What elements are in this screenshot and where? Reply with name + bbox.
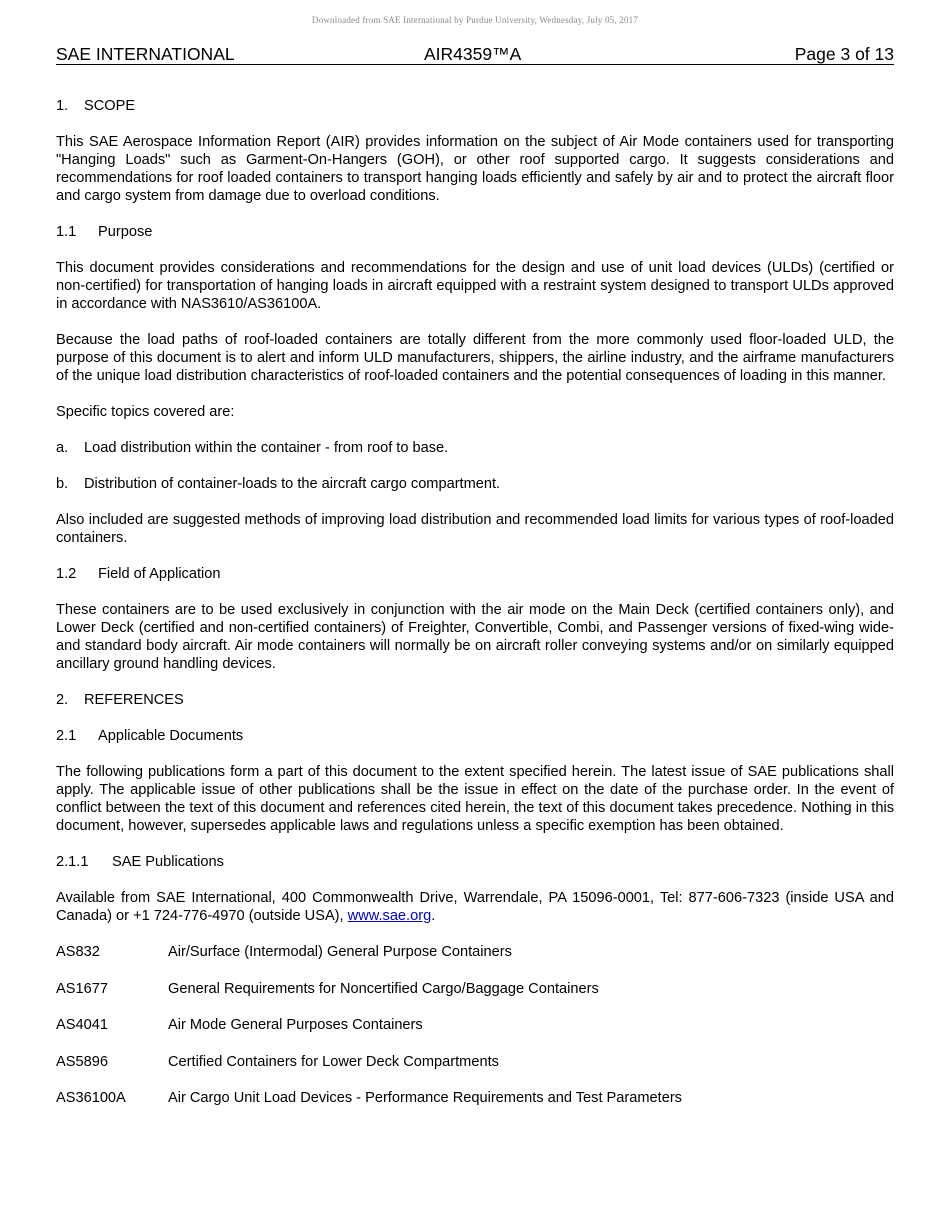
list-item-letter: b.: [56, 476, 69, 492]
header-page-number: Page 3 of 13: [794, 44, 894, 64]
topics-intro: Specific topics covered are:: [56, 404, 235, 420]
reference-row: [56, 1089, 894, 1107]
list-item-text: Distribution of container-loads to the aircraft cargo compartment.: [84, 476, 501, 492]
section-title: REFERENCES: [84, 692, 184, 708]
header-org: SAE INTERNATIONAL: [56, 44, 235, 64]
section-number: 2.1.1: [56, 854, 89, 870]
reference-code: AS832: [56, 944, 100, 960]
list-item: [56, 475, 894, 493]
sae-website-link[interactable]: www.sae.org: [347, 908, 432, 924]
reference-title: Air Cargo Unit Load Devices - Performance Requirements and Test Parameters: [168, 1090, 682, 1106]
header-doc-id: AIR4359™A: [424, 44, 522, 64]
scope-paragraph: This SAE Aerospace Information Report (AIR) provides information on the subject of Air Mode containers used for transporting "Hanging Loads" such as Garment-On-Hangers (GOH), or other roof supported cargo. It suggests considerations and recommendations for roof loaded containers to transport hanging loads efficiently and safely by air and to protect the aircraft floor and cargo system from damage due to overload conditions.: [56, 134, 894, 204]
section-heading-purpose: [56, 223, 894, 241]
list-item: [56, 439, 894, 457]
reference-row: [56, 1016, 894, 1034]
reference-code: AS36100A: [56, 1090, 126, 1106]
section-title: SCOPE: [84, 98, 136, 114]
reference-title: Certified Containers for Lower Deck Compartments: [168, 1053, 499, 1070]
section-title: Purpose: [98, 224, 153, 240]
section-heading-scope: [56, 97, 894, 115]
section-title: SAE Publications: [112, 854, 224, 870]
reference-row: [56, 1053, 894, 1071]
section-number: 2.: [56, 692, 69, 708]
section-heading-references: [56, 691, 894, 709]
reference-row: [56, 980, 894, 998]
purpose-paragraph-1: This document provides considerations and recommendations for the design and use of unit load devices (ULDs) (certified or non-certified) for transportation of hanging loads in aircraft equipped with a restraint system designed to transport ULDs approved in accordance with NAS3610/AS36100A.: [56, 260, 894, 312]
availability-paragraph: [56, 889, 894, 925]
reference-title: General Requirements for Noncertified Cargo/Baggage Containers: [168, 980, 599, 997]
download-watermark: Downloaded from SAE International by Purdue University, Wednesday, July 05, 2017: [311, 15, 639, 25]
document-body: [56, 97, 894, 1126]
list-item-letter: a.: [56, 440, 69, 456]
section-heading-applicable: [56, 727, 894, 745]
reference-code: AS5896: [56, 1053, 108, 1070]
purpose-paragraph-3: Also included are suggested methods of improving load distribution and recommended load limits for various types of roof-loaded containers.: [56, 512, 894, 546]
section-heading-field: [56, 565, 894, 583]
section-heading-sae-publications: [56, 853, 894, 871]
section-number: 1.1: [56, 224, 77, 240]
field-paragraph: These containers are to be used exclusively in conjunction with the air mode on the Main Deck (certified containers only), and Lower Deck (certified and non-certified containers) of Freighter, Convertible, Combi, and Passenger versions of fixed-wing wide- and standard body aircraft. Air mode containers will normally be on aircraft roller conveying systems and/or on similarly equipped ancillary ground handling devices.: [56, 602, 894, 672]
applicable-paragraph: The following publications form a part of this document to the extent specified herein. The latest issue of SAE publications shall apply. The applicable issue of other publications shall be the issue in effect on the date of the purchase order. In the event of conflict between the text of this document and references cited herein, the text of this document takes precedence. Nothing in this document, however, supersedes applicable laws and regulations unless a specific exemption has been obtained.: [56, 764, 894, 834]
reference-title: Air Mode General Purposes Containers: [168, 1017, 423, 1033]
availability-period: .: [431, 908, 436, 924]
page-header: [56, 44, 894, 65]
section-title: Applicable Documents: [98, 728, 244, 744]
list-item-text: Load distribution within the container - from roof to base.: [84, 440, 449, 456]
availability-text: Available from SAE International, 400 Commonwealth Drive, Warrendale, PA 15096-0001, Tel: 877-606-7323 (inside USA and Canada) or +1 724-776-4970 (outside USA),: [56, 890, 894, 924]
section-title: Field of Application: [98, 566, 221, 582]
reference-code: AS1677: [56, 980, 108, 997]
reference-row: [56, 943, 894, 961]
reference-title: Air/Surface (Intermodal) General Purpose Containers: [168, 944, 512, 960]
section-number: 2.1: [56, 728, 77, 744]
section-number: 1.2: [56, 566, 77, 582]
purpose-paragraph-2: Because the load paths of roof-loaded containers are totally different from the more commonly used floor-loaded ULD, the purpose of this document is to alert and inform ULD manufacturers, shippers, the airline industry, and the airframe manufacturers of the unique load distribution characteristics of roof-loaded containers and the potential consequences of loading in this manner.: [56, 332, 894, 384]
section-number: 1.: [56, 98, 69, 114]
reference-code: AS4041: [56, 1017, 108, 1033]
